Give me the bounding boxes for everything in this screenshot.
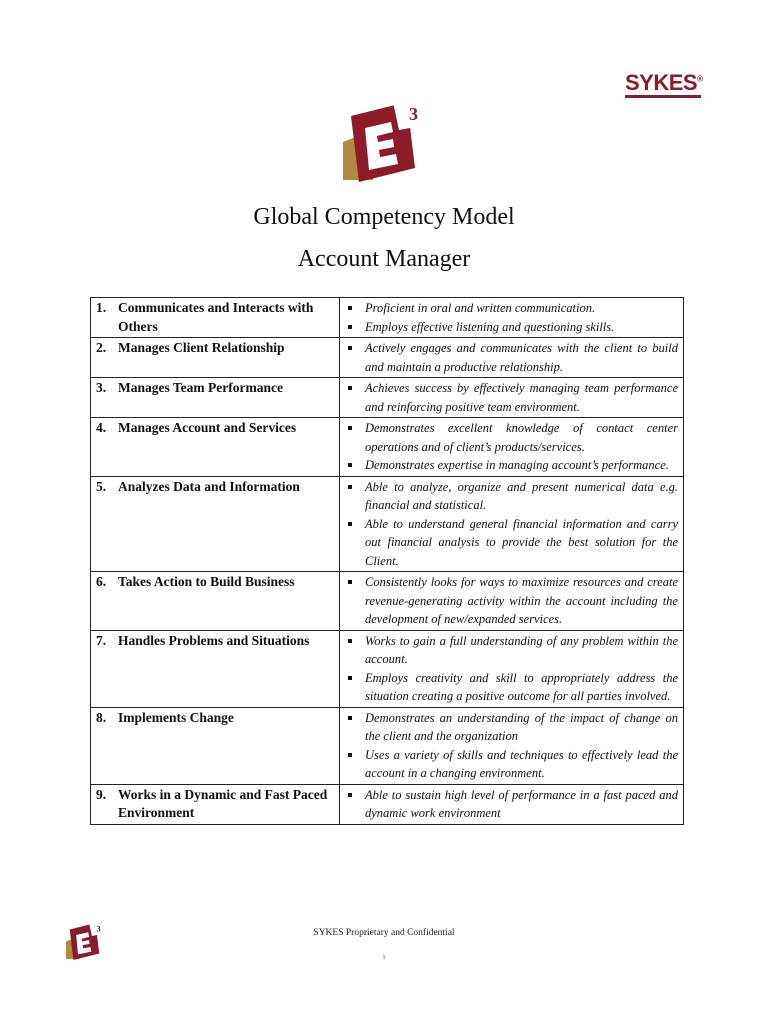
competency-name: Takes Action to Build Business xyxy=(118,574,295,589)
competency-name-wrap xyxy=(96,379,334,398)
competency-bullet-list xyxy=(345,478,678,571)
competency-bullet: Able to sustain high level of performance in a fast paced and dynamic work environment xyxy=(345,786,678,823)
competency-bullet-list xyxy=(345,379,678,416)
competency-bullet: Consistently looks for ways to maximize resources and create revenue-generating activity within the account including the development of new/expanded services. xyxy=(345,573,678,629)
competency-description-cell xyxy=(340,784,684,824)
competency-row xyxy=(91,707,684,784)
competency-bullet: Able to understand general financial information and carry out financial analysis to provide the best solution for the Client. xyxy=(345,515,678,571)
competency-row xyxy=(91,630,684,707)
competency-name-cell xyxy=(91,707,340,784)
competency-name-wrap xyxy=(96,632,334,651)
competency-bullet: Uses a variety of skills and techniques to effectively lead the account in a changing environment. xyxy=(345,746,678,783)
competency-name-wrap xyxy=(96,786,334,823)
competency-row xyxy=(91,378,684,418)
document-subtitle: Account Manager xyxy=(297,246,471,272)
competency-name-cell xyxy=(91,630,340,707)
competency-description-cell xyxy=(340,418,684,477)
competency-bullet-list xyxy=(345,419,678,475)
competency-name-cell xyxy=(91,784,340,824)
brand-name: SYKES xyxy=(625,70,698,95)
competency-name-cell xyxy=(91,338,340,378)
competency-bullet: Demonstrates excellent knowledge of contact center operations and of client’s products/services. xyxy=(345,419,678,456)
competency-name: Manages Team Performance xyxy=(118,380,283,395)
competency-name-wrap xyxy=(96,419,334,438)
competency-bullet: Employs creativity and skill to appropriately address the situation creating a positive outcome for all parties involved. xyxy=(345,669,678,706)
competency-bullet-list xyxy=(345,339,678,376)
competency-description-cell xyxy=(340,338,684,378)
competency-description-cell xyxy=(340,298,684,338)
competency-name: Manages Client Relationship xyxy=(118,340,285,355)
competency-name-cell xyxy=(91,418,340,477)
competency-bullet: Demonstrates an understanding of the impact of change on the client and the organization xyxy=(345,709,678,746)
competency-table xyxy=(90,297,684,825)
competency-number: 3. xyxy=(96,380,107,395)
competency-description-cell xyxy=(340,476,684,572)
competency-row xyxy=(91,784,684,824)
competency-description-cell xyxy=(340,572,684,631)
document-title: Global Competency Model xyxy=(253,204,515,230)
competency-number: 4. xyxy=(96,420,107,435)
competency-bullet-list xyxy=(345,786,678,823)
brand-underline xyxy=(625,95,701,98)
competency-bullet: Employs effective listening and questioning skills. xyxy=(345,318,678,337)
competency-name-wrap xyxy=(96,573,334,592)
competency-bullet: Demonstrates expertise in managing account’s performance. xyxy=(345,456,678,475)
competency-bullet-list xyxy=(345,709,678,783)
competency-name-cell xyxy=(91,476,340,572)
competency-name-wrap xyxy=(96,709,334,728)
competency-name-wrap xyxy=(96,339,334,358)
competency-bullet: Achieves success by effectively managing team performance and reinforcing positive team environment. xyxy=(345,379,678,416)
competency-number: 9. xyxy=(96,786,107,802)
competency-number: 6. xyxy=(96,574,107,589)
page-number: 1 xyxy=(382,955,386,961)
competency-bullet-list xyxy=(345,573,678,629)
competency-name-cell xyxy=(91,298,340,338)
logo-small-superscript: 3 xyxy=(96,924,101,934)
competency-description-cell xyxy=(340,630,684,707)
competency-name-cell xyxy=(91,378,340,418)
competency-name: Communicates and Interacts with Others xyxy=(118,300,314,334)
competency-row xyxy=(91,298,684,338)
competency-bullet: Actively engages and communicates with the client to build and maintain a productive relationship. xyxy=(345,339,678,376)
competency-row xyxy=(91,418,684,477)
competency-bullet: Works to gain a full understanding of any problem within the account. xyxy=(345,632,678,669)
competency-table-body xyxy=(91,298,684,825)
footer-confidential: SYKES Proprietary and Confidential xyxy=(313,928,455,938)
competency-row xyxy=(91,572,684,631)
competency-name: Analyzes Data and Information xyxy=(118,478,300,494)
competency-bullet-list xyxy=(345,299,678,336)
e3-logo-icon xyxy=(343,102,421,182)
competency-name: Manages Account and Services xyxy=(118,420,297,435)
logo-superscript: 3 xyxy=(409,104,418,124)
competency-bullet: Proficient in oral and written communication. xyxy=(345,299,678,318)
competency-bullet: Able to analyze, organize and present numerical data e.g. financial and statistical. xyxy=(345,478,678,515)
competency-row xyxy=(91,476,684,572)
registered-mark: ® xyxy=(697,74,703,84)
competency-name: Handles Problems and Situations xyxy=(118,632,310,648)
competency-bullet-list xyxy=(345,632,678,706)
competency-number: 2. xyxy=(96,340,107,355)
competency-name-wrap xyxy=(96,478,334,497)
competency-number: 7. xyxy=(96,632,107,648)
competency-name: Works in a Dynamic and Fast Paced Environment xyxy=(118,786,328,820)
competency-number: 5. xyxy=(96,478,107,494)
competency-row xyxy=(91,338,684,378)
competency-number: 1. xyxy=(96,300,107,315)
competency-description-cell xyxy=(340,707,684,784)
competency-description-cell xyxy=(340,378,684,418)
competency-name-cell xyxy=(91,572,340,631)
competency-number: 8. xyxy=(96,709,107,725)
sykes-logo-text xyxy=(625,70,703,96)
competency-name-wrap xyxy=(96,299,334,336)
competency-name: Implements Change xyxy=(118,709,234,725)
